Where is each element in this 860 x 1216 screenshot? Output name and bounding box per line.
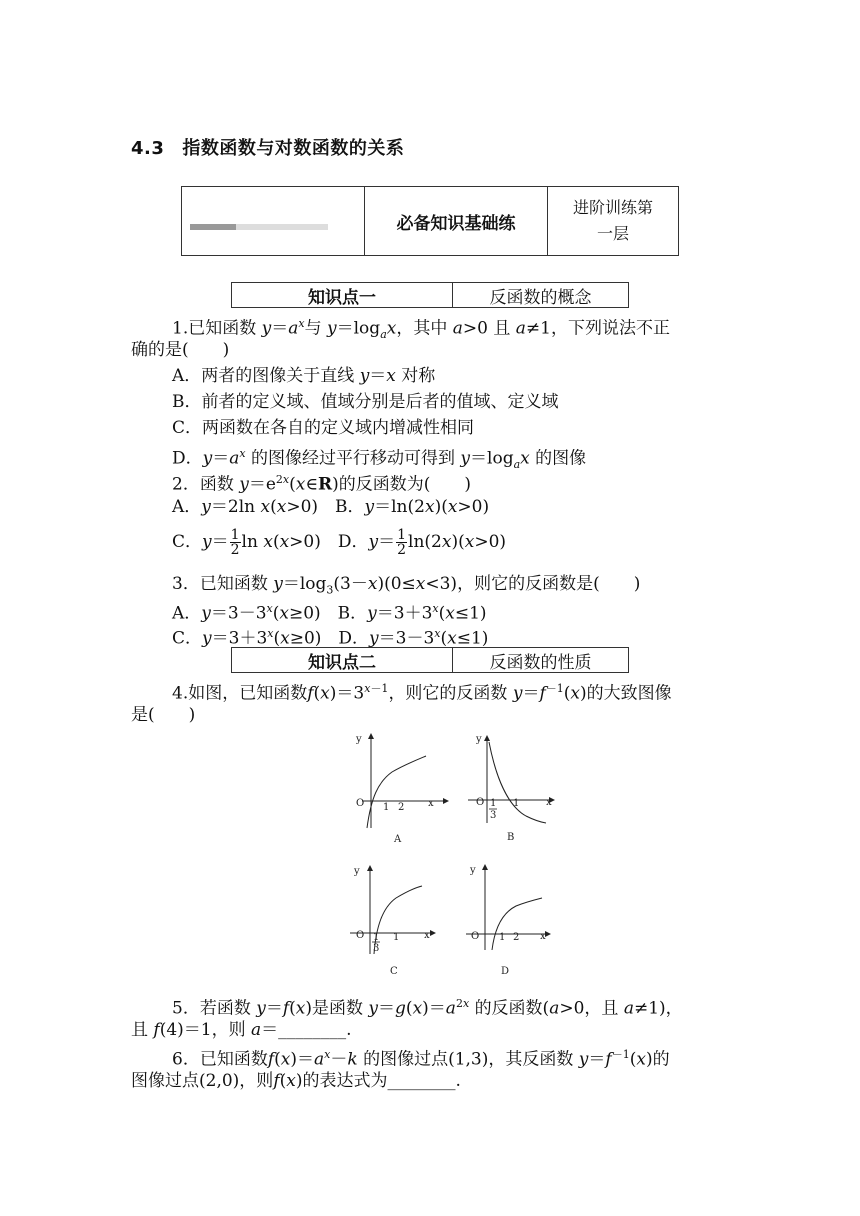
- graph-c-third-den: 3: [373, 943, 380, 954]
- graph-b-y: y: [476, 734, 482, 745]
- q3-options-cd: C．$y=3+3^x(x\ge 0)$ D．$y=3-3^x(x\le 1)$: [172, 627, 489, 649]
- q1-option-b: B．前者的定义域、值域分别是后者的值域、定义域: [172, 392, 559, 412]
- q1-option-c: C．两函数在各自的定义域内增减性相同: [172, 418, 475, 438]
- q4-graphs: [340, 728, 570, 988]
- graph-c-label: C: [390, 966, 398, 977]
- header-table: [181, 186, 679, 256]
- q1-option-a: A．两者的图像关于直线 y＝x 对称: [172, 366, 436, 386]
- q1-line2: 确的是( ): [131, 340, 230, 360]
- header-right-line1: 进阶训练第: [572, 198, 653, 217]
- graph-a: [362, 734, 448, 828]
- q3-stem: 3．已知函数 $y=\log_3(3-x)(0\le x<3)$，则它的反函数是( ): [172, 574, 641, 597]
- q3-options-ab: A．$y=3-3^x(x\ge 0)$ B．$y=3+3^x(x\le 1)$: [172, 602, 487, 624]
- graph-a-tick2: 2: [398, 802, 405, 813]
- section-title: [131, 134, 404, 160]
- header-right: [548, 187, 678, 255]
- graph-d-label: D: [501, 966, 510, 977]
- graph-b-third-den: 3: [490, 810, 497, 821]
- graph-c-x: x: [424, 930, 430, 941]
- kp-topic: 反函数的性质: [489, 652, 592, 673]
- graph-c-y: y: [354, 866, 360, 877]
- q2-stem: 2．函数 $y=e^{2x}(x\in R)$的反函数为( ): [172, 473, 471, 495]
- graph-d-tick1: 1: [499, 932, 506, 943]
- header-center: 必备知识基础练: [365, 187, 548, 255]
- graph-a-tick1: 1: [383, 802, 390, 813]
- progress-bar: [190, 224, 328, 230]
- q5-line2: 且 f(4)＝1，则 a＝________.: [131, 1020, 352, 1040]
- kp-label: 知识点二: [232, 648, 453, 672]
- graph-b-o: O: [476, 797, 485, 808]
- header-right-line2: 一层: [596, 224, 629, 243]
- graph-b: [468, 736, 554, 823]
- kp-topic: 反函数的概念: [489, 287, 592, 308]
- graph-a-o: O: [356, 798, 365, 809]
- graph-d-o: O: [471, 931, 480, 942]
- graph-b-x: x: [546, 797, 552, 808]
- q2-options-ab: A．y＝2ln x(x>0) B．y＝ln(2x)(x>0): [172, 497, 490, 517]
- q4-line1: 4.如图，已知函数$f(x)=3^{x-1}$，则它的反函数 $y=f^{-1}(x)$的大致图像: [172, 682, 672, 704]
- knowledge-point-2: [231, 647, 629, 673]
- graph-d-x: x: [540, 931, 546, 942]
- q1-line1: 1.已知函数 $y=a^x$与 $y=\log_ax$，其中 a>0 且 a≠1，下列说法不正: [172, 317, 670, 342]
- section-number: 4.3: [131, 138, 165, 159]
- q6-line1: 6．已知函数$f(x)=a^x-k$ 的图像过点(1,3)，其反函数 $y=f^{-1}(x)$的: [172, 1048, 670, 1070]
- graph-b-third-num: 1: [490, 798, 497, 809]
- graph-b-label: B: [507, 832, 515, 843]
- graph-c-o: O: [356, 930, 365, 941]
- knowledge-point-1: [231, 282, 629, 308]
- header-progress-cell: [182, 187, 365, 255]
- progress-fill: [190, 224, 236, 230]
- section-heading: 指数函数与对数函数的关系: [182, 138, 405, 159]
- graph-d-y: y: [470, 865, 476, 876]
- graph-a-x: x: [428, 798, 434, 809]
- kp-label: 知识点一: [232, 283, 453, 307]
- graph-b-tick1: 1: [513, 798, 520, 809]
- q2-options-cd: C．y＝ $\frac{1}{2}$ ln x(x>0) D．y＝ $\frac{1}{2}$ ln(2x)(x>0): [172, 527, 507, 558]
- graph-d-tick2: 2: [513, 932, 520, 943]
- graph-c-third-num: 1: [373, 932, 380, 943]
- graph-a-y: y: [356, 734, 362, 745]
- q4-line2: 是( ): [131, 705, 196, 725]
- graph-a-label: A: [394, 834, 402, 845]
- q1-option-d: D．$y=a^x$ 的图像经过平行移动可得到 $y=\log_ax$ 的图像: [172, 447, 587, 472]
- graph-c-tick1: 1: [393, 932, 400, 943]
- q6-line2: 图像过点(2,0)，则f(x)的表达式为________.: [131, 1071, 461, 1091]
- q5-line1: 5．若函数 y＝f(x)是函数 $y=g(x)=a^{2x}$ 的反函数(a>0，且 a≠1)，: [172, 997, 683, 1019]
